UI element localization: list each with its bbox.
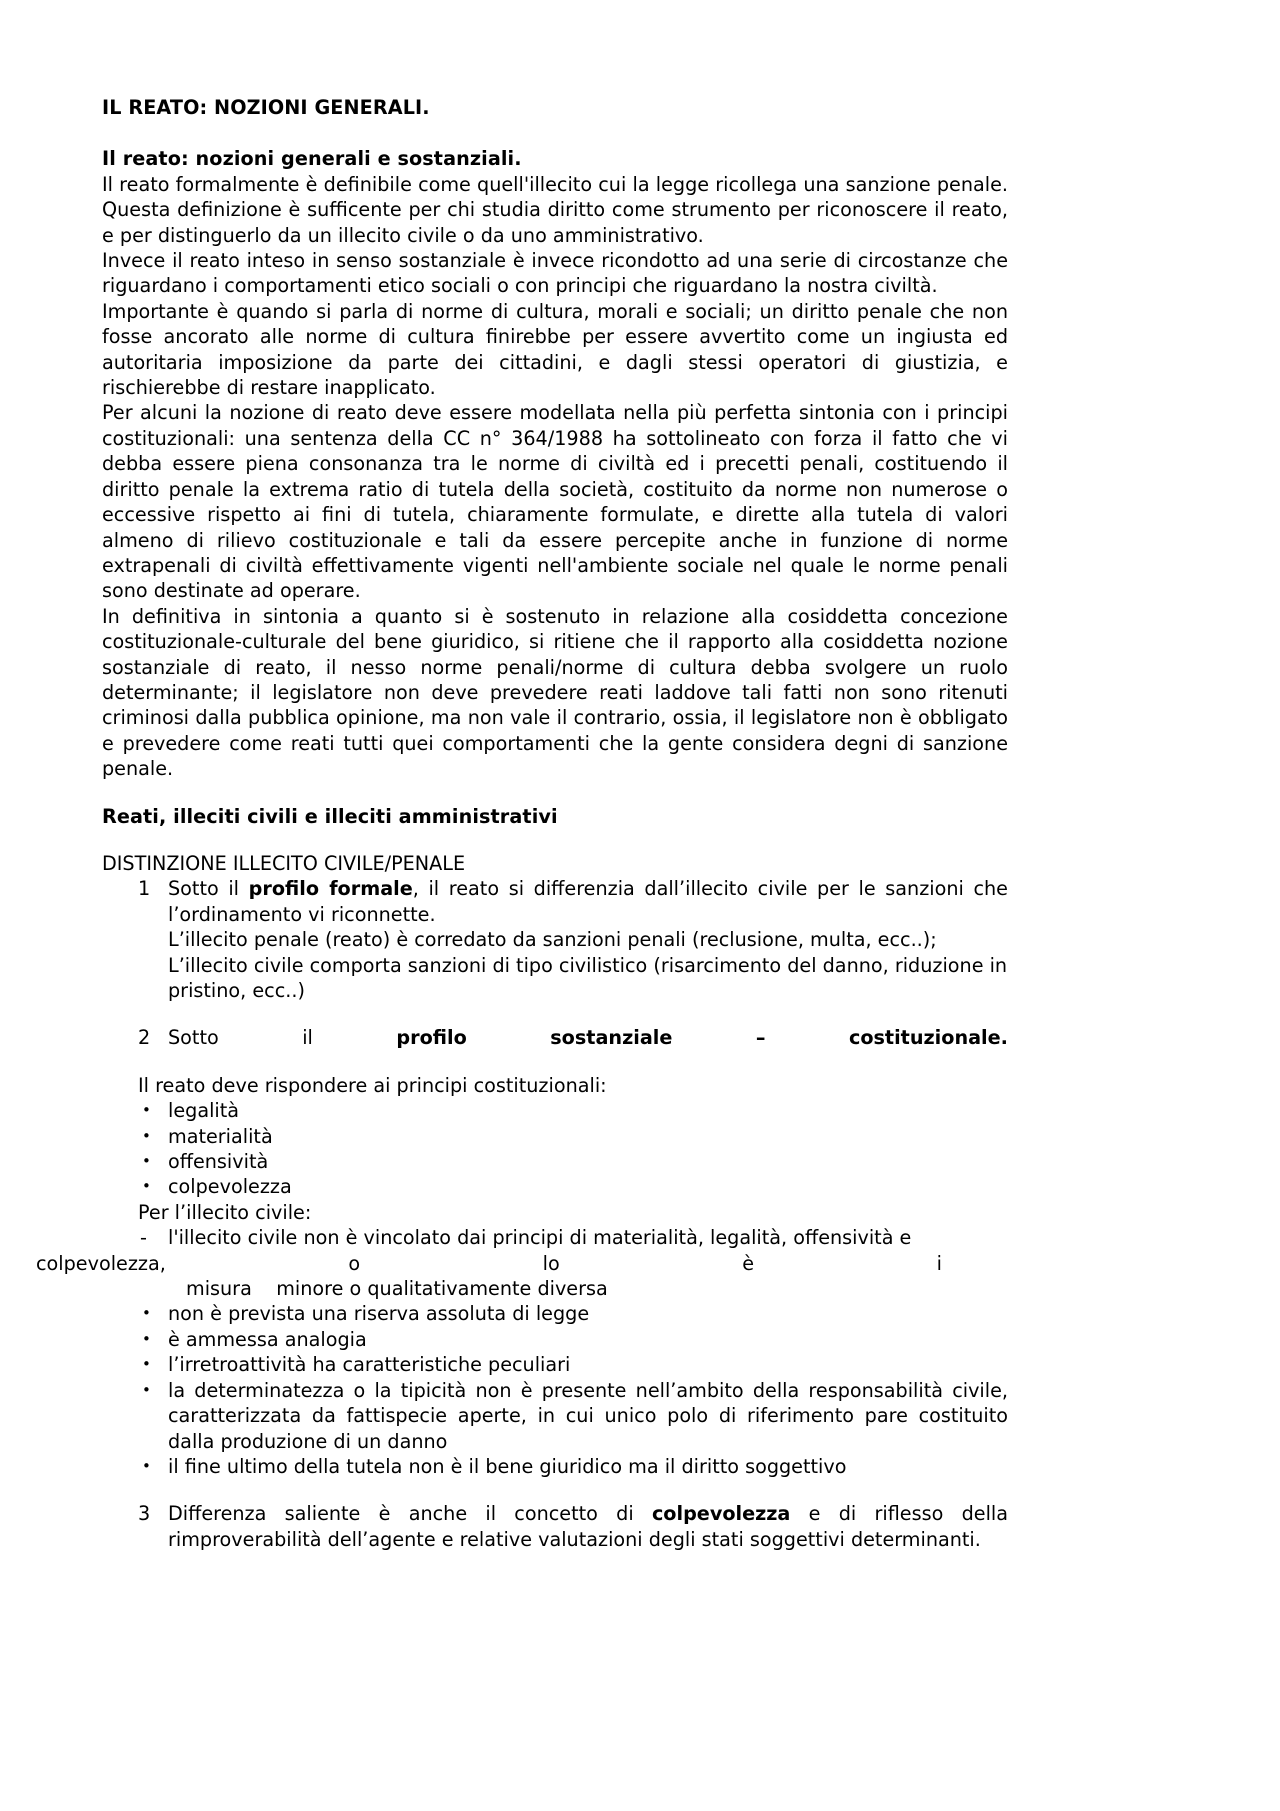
bullet-label: l’irretroattività ha caratteristiche peculiari [168, 1353, 571, 1377]
dash-line-3-wrapper [102, 1276, 1008, 1301]
principi-block [102, 1073, 1008, 1098]
bullet-icon: • [142, 1152, 151, 1171]
list-item-2 [102, 1025, 1008, 1050]
bullet-icon: • [142, 1101, 151, 1120]
item2-word-5: costituzionale. [848, 1026, 1008, 1050]
spacer [102, 829, 1008, 851]
dash-spread-wrapper [36, 1251, 1008, 1276]
bullet-label: non è prevista una riserva assoluta di legge [168, 1302, 590, 1326]
bullet-label: la determinatezza o la tipicità non è presente nell’ambito della responsabilità civile, caratterizzata da fattispecie aperte, in cui unico polo di riferimento pare costituito dalla produzione di un danno [168, 1378, 1008, 1453]
item1-lead: Sotto il [168, 877, 249, 901]
bullet-icon: • [142, 1177, 151, 1196]
item3-bold-colpevolezza: colpevolezza [651, 1502, 791, 1526]
dash-line-3: misura minore o qualitativamente diversa [186, 1277, 608, 1301]
bullet-label: colpevolezza [168, 1175, 292, 1199]
page-title: IL REATO: NOZIONI GENERALI. [102, 96, 430, 119]
list-item [102, 1174, 1008, 1199]
list-item-number: 1 [138, 877, 151, 901]
bullet-label: il fine ultimo della tutela non è il bene giuridico ma il diritto soggettivo [168, 1454, 847, 1478]
item2-word-4: – [755, 1026, 766, 1050]
bullet-icon: • [142, 1355, 151, 1374]
list-item-number: 3 [138, 1502, 151, 1526]
list-item [102, 1098, 1008, 1123]
bullet-label: è ammessa analogia [168, 1327, 367, 1351]
list-item-3 [102, 1501, 1008, 1552]
distinzione-label: DISTINZIONE ILLECITO CIVILE/PENALE [102, 851, 466, 875]
illecito-civile-intro: Per l’illecito civile: [138, 1200, 312, 1224]
item1-subline-2: L’illecito civile comporta sanzioni di tipo civilistico (risarcimento del danno, riduzione in pristino, ecc..) [168, 953, 1008, 1002]
dash-word-0: colpevolezza, [36, 1251, 166, 1275]
list-item [102, 1327, 1008, 1352]
document-body [36, 95, 1008, 1552]
item2-word-1: il [302, 1026, 313, 1050]
paragraph-3: Importante è quando si parla di norme di cultura, morali e sociali; un diritto penale che non fosse ancorato alle norme di cultura finirebbe per essere avvertito come un ingiusta ed autoritaria imposizione da parte dei cittadini, e dagli stessi operatori di giustizia, e rischierebbe di restare inapplicato. [102, 299, 1008, 400]
paragraph-2: Invece il reato inteso in senso sostanziale è invece ricondotto ad una serie di circostanze che riguardano i comportamenti etico sociali o con principi che riguardano la nostra civiltà. [102, 249, 1008, 298]
list-item [102, 1454, 1008, 1479]
dash-word-2: lo [542, 1251, 560, 1275]
spacer [102, 1479, 1008, 1501]
section-heading-reati: Reati, illeciti civili e illeciti amministrativi [102, 804, 558, 828]
list-item [102, 1378, 1008, 1454]
list-item-dash [102, 1225, 1008, 1250]
numbered-list-3 [102, 1501, 1008, 1552]
item2-spread-line [168, 1025, 1008, 1050]
spacer [102, 1051, 1008, 1073]
section-heading-nozioni: Il reato: nozioni generali e sostanziali. [102, 147, 522, 171]
item1-rest: , il reato si differenzia dall’illecito civile per le sanzioni che l’ordinamento vi riconnette. [168, 877, 1008, 926]
illecito-civile-block [102, 1200, 1008, 1225]
paragraph-4: Per alcuni la nozione di reato deve essere modellata nella più perfetta sintonia con i principi costituzionali: una sentenza della CC n° 364/1988 ha sottolineato con forza il fatto che vi debba essere piena consonanza tra le norme di civiltà ed i precetti penali, costituendo il diritto penale la extrema ratio di tutela della società, costituito da norme non numerose o eccessive rispetto ai fini di tutela, chiaramente formulate, e dirette alla tutela di valori almeno di rilievo costituzionale e tali da essere percepite anche in funzione di norme extrapenali di civiltà effettivamente vigenti nell'ambiente sociale nel quale le norme penali sono destinate ad operare. [102, 401, 1008, 603]
list-item-number: 2 [138, 1026, 151, 1050]
bullet-icon: • [142, 1329, 151, 1348]
list-item-3-text [168, 1501, 1008, 1552]
list-item-1-text [168, 876, 1008, 927]
dash-word-4: i [936, 1251, 942, 1275]
bullet-icon: • [142, 1456, 151, 1475]
spacer [102, 1003, 1008, 1025]
dash-word-3: è [742, 1251, 755, 1275]
item3-lead: Differenza saliente è anche il concetto di [168, 1502, 652, 1526]
item1-subline-1: L’illecito penale (reato) è corredato da sanzioni penali (reclusione, multa, ecc..); [168, 928, 937, 952]
list-item [102, 1352, 1008, 1377]
item1-bold-profilo-formale: profilo formale [248, 877, 413, 901]
bullet-icon: • [142, 1380, 151, 1399]
paragraph-1: Il reato formalmente è definibile come quell'illecito cui la legge ricollega una sanzione penale. Questa definizione è sufficente per chi studia diritto come strumento per riconoscere il reato, e per distinguerlo da un illecito civile o da uno amministrativo. [102, 172, 1008, 247]
bullet-label: materialità [168, 1124, 273, 1148]
dash-icon: - [140, 1226, 147, 1250]
list-item-2-text [168, 1025, 1008, 1050]
paragraph-5: In definitiva in sintonia a quanto si è sostenuto in relazione alla cosiddetta concezione costituzionale-culturale del bene giuridico, si ritiene che il rapporto alla cosiddetta nozione sostanziale di reato, il nesso norme penali/norme di cultura debba svolgere un ruolo determinante; il legislatore non deve prevedere reati laddove tali fatti non sono ritenuti criminosi dalla pubblica opinione, ma non vale il contrario, ossia, il legislatore non è obbligato e prevedere come reati tutti quei comportamenti che la gente considera degni di sanzione penale. [102, 604, 1008, 781]
list-item [102, 1124, 1008, 1149]
dash-word-1: o [348, 1251, 361, 1275]
list-item-1 [102, 876, 1008, 1003]
dash-line-1: l'illecito civile non è vincolato dai principi di materialità, legalità, offensività e [168, 1226, 912, 1250]
item2-word-0: Sotto [168, 1026, 219, 1050]
bullet-label: offensività [168, 1150, 269, 1174]
principi-intro: Il reato deve rispondere ai principi costituzionali: [138, 1073, 607, 1097]
item3-rest: e di riflesso della rimproverabilità dell’agente e relative valutazioni degli stati soggettivi determinanti. [168, 1502, 1008, 1551]
list-item [102, 1149, 1008, 1174]
list-item [102, 1301, 1008, 1326]
item2-word-2: profilo [396, 1026, 467, 1050]
item2-word-3: sostanziale [550, 1026, 673, 1050]
principi-bullet-list [102, 1098, 1008, 1200]
bullet-label: legalità [168, 1099, 240, 1123]
numbered-list [102, 876, 1008, 1050]
spacer [102, 782, 1008, 804]
civile-bullet-list [36, 1225, 1008, 1479]
bullet-icon: • [142, 1304, 151, 1323]
dash-spread-line [36, 1251, 942, 1276]
bullet-icon: • [142, 1126, 151, 1145]
